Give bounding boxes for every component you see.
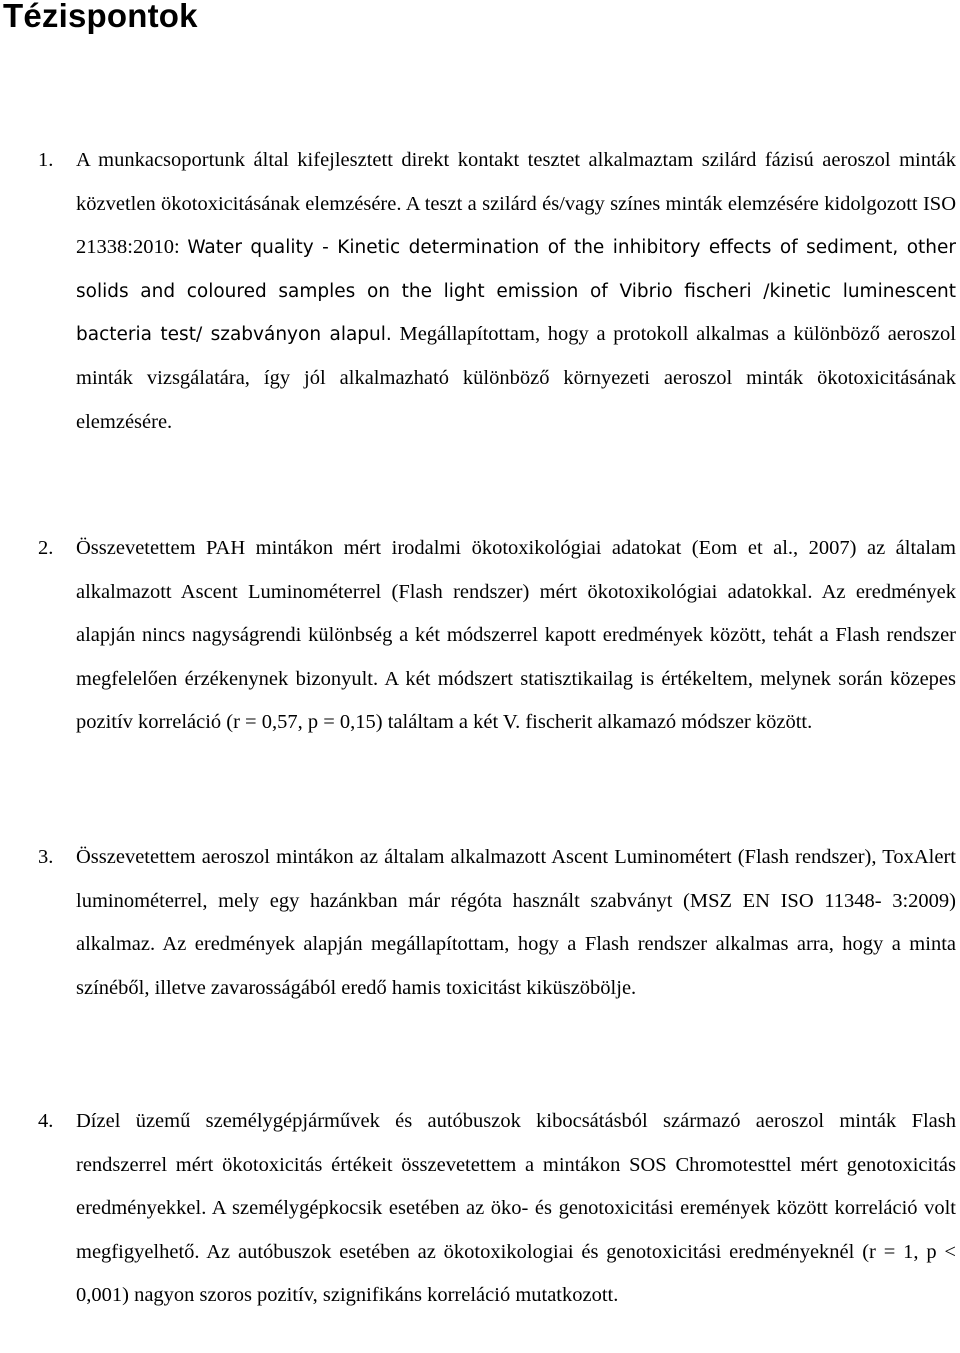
thesis-text-1a: A munkacsoportunk által kifejlesztett direkt kontakt tesztet alkalmaztam szilárd fázisú aeroszol minták közvetlen ökotoxicitásának elemzésére. A teszt a szilárd és/vagy színes minták elemzésére kidolgozott ISO 21338:2010: bbox=[76, 149, 956, 259]
thesis-item-1 bbox=[38, 139, 956, 444]
thesis-item-3 bbox=[38, 836, 956, 1010]
thesis-number-1: 1. bbox=[38, 149, 54, 171]
thesis-text-2: Összevetettem PAH mintákon mért irodalmi ökotoxikológiai adatokat (Eom et al., 2007) az általam alkalmazott Ascent Luminométerrel (Flash rendszer) mért ökotoxikológiai adatokkal. Az eredmények alapján nincs nagyságrendi különbség a két módszerrel kapott eredmények között, tehát a Flash rendszer megfelelően érzékenynek bizonyult. A két módszert statisztikailag is értékeltem, melynek során közepes pozitív korreláció (r = 0,57, p = 0,15) találtam a két V. fischerit alkamazó módszer között. bbox=[76, 537, 956, 734]
thesis-item-4 bbox=[38, 1100, 956, 1318]
thesis-text-1c: Megállapítottam, hogy a protokoll alkalmas a különböző aeroszol minták vizsgálatára, így jól alkalmazható különböző környezeti aeroszol minták ökotoxicitásának elemzésére. bbox=[76, 323, 956, 433]
thesis-item-2 bbox=[38, 527, 956, 745]
thesis-text-4: Dízel üzemű személygépjárművek és autóbuszok kibocsátásból származó aeroszol minták Flash rendszerrel mért ökotoxicitás értékeit összevetettem a mintákon SOS Chromotesttel mért genotoxicitás eredményekkel. A személygépkocsik esetében az öko- és genotoxicitási eremények között korreláció volt megfigyelhető. Az autóbuszok esetében az ökotoxikologiai és genotoxicitási eredményeknél (r = 1, p < 0,001) nagyon szoros pozitív, szignifikáns korreláció mutatkozott. bbox=[76, 1110, 956, 1307]
thesis-number-3: 3. bbox=[38, 846, 54, 868]
thesis-number-4: 4. bbox=[38, 1110, 54, 1132]
thesis-number-2: 2. bbox=[38, 537, 54, 559]
page-title: Tézispontok bbox=[3, 0, 198, 34]
thesis-text-3: Összevetettem aeroszol mintákon az általam alkalmazott Ascent Luminométert (Flash rendszer), ToxAlert luminométerrel, mely egy hazánkban már régóta használt szabványt (MSZ EN ISO 11348- 3:2009) alkalmaz. Az eredmények alapján megállapítottam, hogy a Flash rendszer alkalmas arra, hogy a minta színéből, illetve zavarosságából eredő hamis toxicitást kiküszöbölje. bbox=[76, 846, 956, 999]
thesis-text-1b: Water quality - Kinetic determination of the inhibitory effects of sediment, other solids and coloured samples on the light emission of Vibrio fischeri /kinetic luminescent bacteria test/ szabványon alapul. bbox=[76, 237, 956, 346]
